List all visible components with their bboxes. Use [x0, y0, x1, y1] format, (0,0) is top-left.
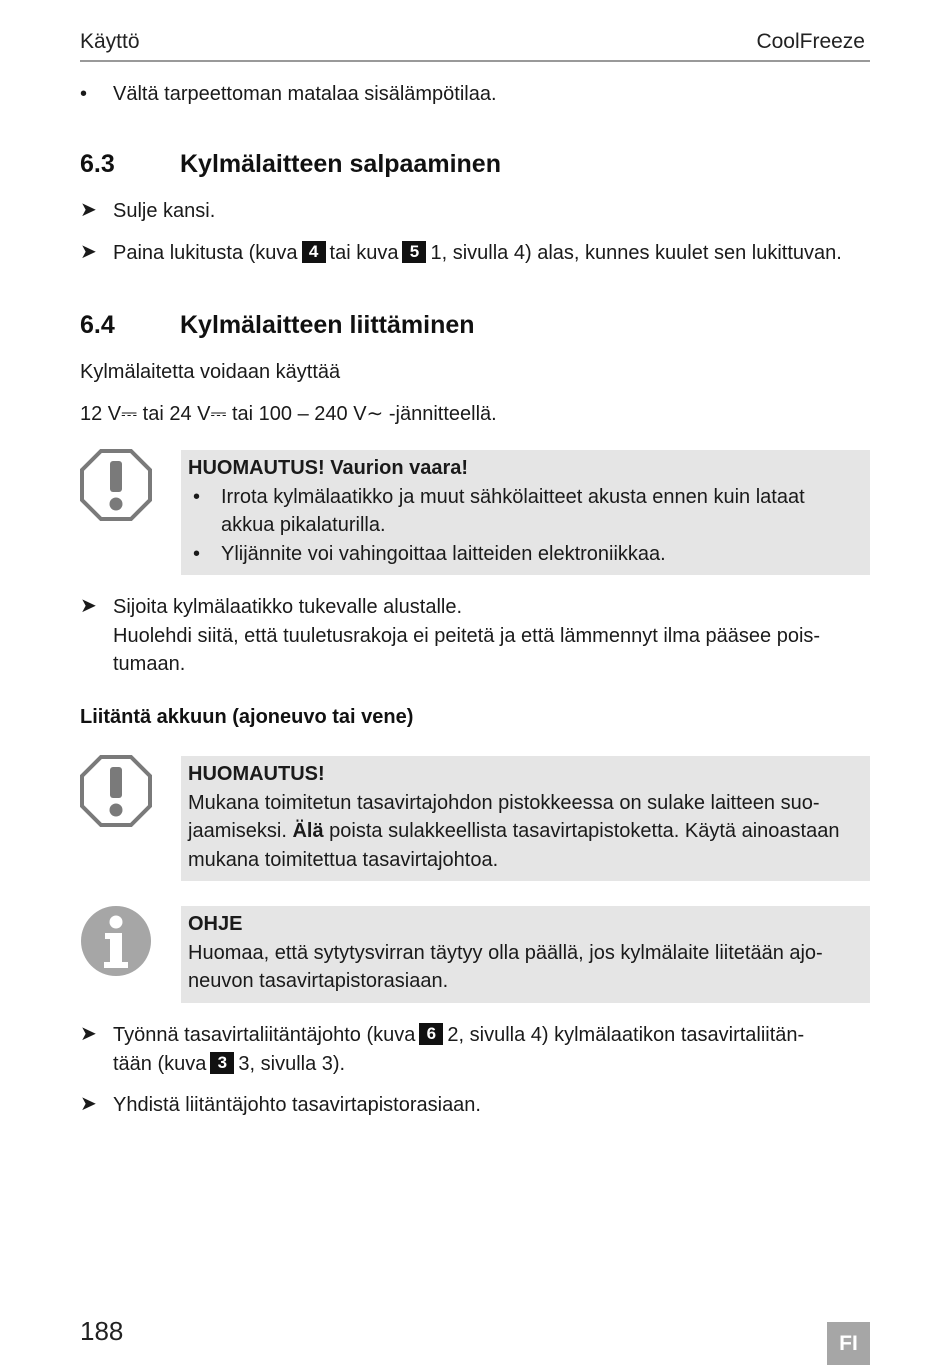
step-text: Sijoita kylmälaatikko tukevalle alustalle.	[113, 596, 463, 618]
warning-title: HUOMAUTUS!	[188, 763, 325, 785]
step-text: tumaan.	[113, 653, 186, 675]
list-item	[188, 540, 862, 569]
bullet: •	[193, 485, 201, 508]
step-text: 3, sivulla 3).	[238, 1052, 346, 1075]
section-title: Kylmälaitteen salpaaminen	[180, 150, 501, 178]
paragraph-usage: Kylmälaitetta voidaan käyttää	[80, 361, 341, 383]
warning-emphasis: Älä	[292, 820, 324, 842]
warning-box-fuse	[181, 756, 870, 881]
list-item-text: Ylijännite voi vahingoittaa laitteiden elektroniikkaa.	[221, 542, 666, 565]
section-number: 6.4	[80, 311, 115, 339]
step-press-lock	[113, 239, 842, 268]
step-close-lid: Sulje kansi.	[113, 200, 216, 222]
step-arrow-icon: ➤	[80, 595, 97, 617]
step-text: 1, sivulla 4) alas, kunnes kuulet sen lukittuvan.	[430, 242, 842, 264]
warning-text-part: poista sulakkeellista tasavirtapistoketta. Käytä ainoastaan	[329, 820, 840, 842]
subheading-battery: Liitäntä akkuun (ajoneuvo tai vene)	[80, 706, 414, 728]
figure-ref: 6	[419, 1023, 443, 1045]
section-6-3-heading	[80, 150, 870, 182]
step-place-box	[113, 593, 820, 679]
warning-octagon-icon	[80, 449, 152, 521]
warning-octagon-icon	[80, 755, 152, 827]
step-line	[113, 1021, 804, 1050]
section-6-4-heading	[80, 311, 870, 343]
figure-ref: 3	[210, 1052, 234, 1074]
warning-text	[188, 817, 862, 846]
language-tab: FI	[827, 1322, 870, 1365]
step-arrow-icon: ➤	[80, 241, 97, 263]
warning-text: mukana toimitettua tasavirtajohtoa.	[188, 848, 499, 871]
step-text: 2, sivulla 4) kylmälaatikon tasavirtaliitän-	[447, 1024, 805, 1046]
note-title: OHJE	[188, 913, 243, 935]
step-line	[113, 1050, 804, 1079]
warning-list	[188, 483, 862, 569]
warning-text-part: jaamiseksi.	[188, 820, 287, 842]
step-text: tai kuva	[329, 242, 399, 264]
figure-ref: 5	[402, 241, 426, 263]
step-connect-cable: Yhdistä liitäntäjohto tasavirtapistorasiaan.	[113, 1094, 481, 1116]
info-box-ignition	[181, 906, 870, 1003]
bullet: •	[193, 542, 201, 565]
warning-text: Mukana toimitetun tasavirtajohdon pistokkeessa on sulake laitteen suo-	[188, 791, 820, 814]
step-arrow-icon: ➤	[80, 199, 97, 221]
step-text: Huolehdi siitä, että tuuletusrakoja ei peitetä ja että lämmennyt ilma pääsee pois-	[113, 624, 821, 647]
step-push-cable	[113, 1021, 804, 1078]
intro-bullet-text: Vältä tarpeettoman matalaa sisälämpötilaa.	[113, 83, 497, 105]
warning-box-damage	[181, 450, 870, 575]
warning-title: HUOMAUTUS! Vaurion vaara!	[188, 457, 469, 479]
step-text: Paina lukitusta (kuva	[113, 242, 298, 264]
figure-ref: 4	[302, 241, 326, 263]
intro-bullet-char: •	[80, 83, 88, 105]
list-item	[188, 483, 862, 540]
step-text: tään (kuva	[113, 1052, 207, 1075]
info-icon	[80, 905, 152, 977]
page-number: 188	[80, 1316, 124, 1346]
header-divider	[80, 60, 870, 62]
step-arrow-icon: ➤	[80, 1023, 97, 1045]
note-text: Huomaa, että sytytysvirran täytyy olla päällä, jos kylmälaite liitetään ajo-	[188, 941, 823, 964]
section-title: Kylmälaitteen liittäminen	[180, 311, 475, 339]
section-number: 6.3	[80, 150, 115, 178]
step-arrow-icon: ➤	[80, 1093, 97, 1115]
list-item-text: Irrota kylmälaatikko ja muut sähkölaitteet akusta ennen kuin lataat akkua pikalaturilla.	[221, 485, 805, 536]
paragraph-voltages: 12 V⎓ tai 24 V⎓ tai 100 – 240 V∼ -jännitteellä.	[80, 403, 497, 425]
header-section-title: Käyttö	[80, 30, 140, 53]
header-product-name: CoolFreeze	[756, 30, 865, 53]
step-text: Työnnä tasavirtaliitäntäjohto (kuva	[113, 1024, 416, 1046]
note-text: neuvon tasavirtapistorasiaan.	[188, 970, 449, 992]
